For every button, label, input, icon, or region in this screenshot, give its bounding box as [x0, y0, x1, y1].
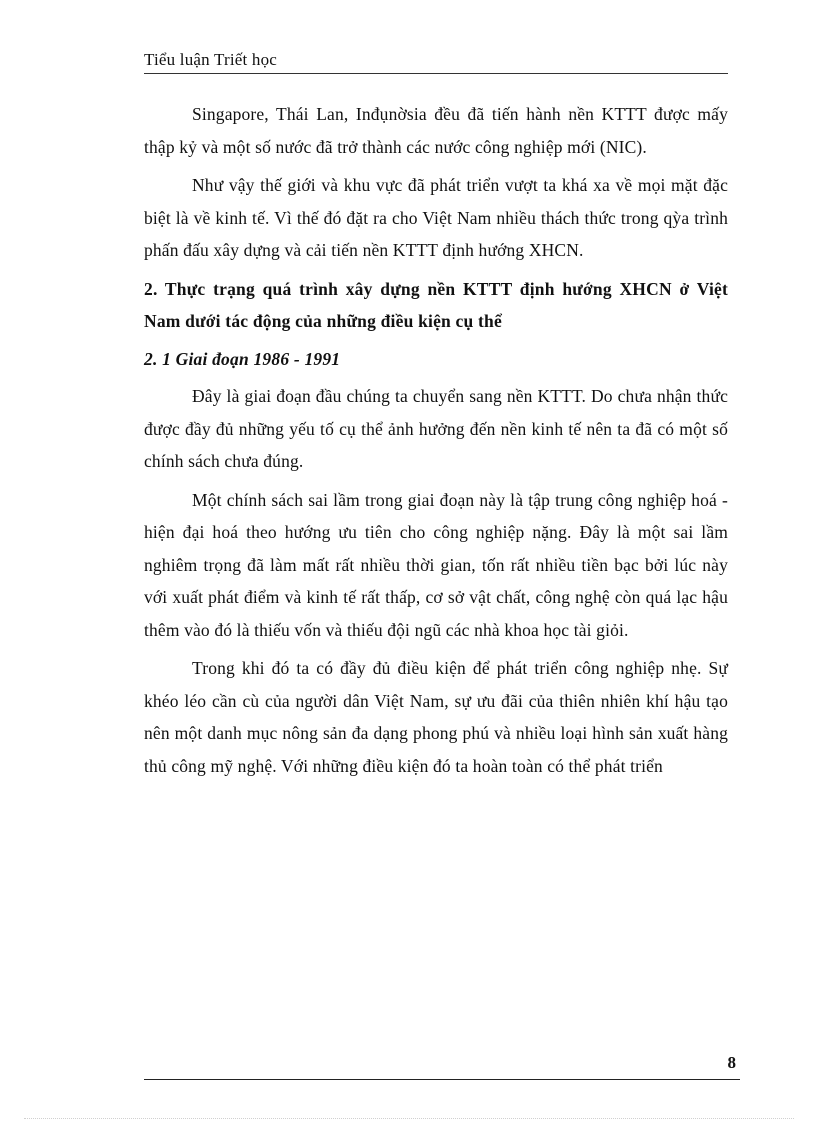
- paragraph-first-stage: Đây là giai đoạn đầu chúng ta chuyển sang nền KTTT. Do chưa nhận thức được đầy đủ những yếu tố cụ thể ảnh hưởng đến nền kinh tế nên ta đã có một số chính sách chưa đúng.: [144, 386, 728, 471]
- paragraph-singapore-thailand: Singapore, Thái Lan, Inđụnờsia đều đã tiến hành nền KTTT được mấy thập kỷ và một số nước đã trở thành các nước công nghiệp mới (NIC).: [144, 104, 728, 157]
- page-body: [144, 98, 728, 788]
- running-header: Tiểu luận Triết học: [144, 50, 728, 74]
- footer-divider: [144, 1079, 740, 1080]
- paragraph-policy-mistake: Một chính sách sai lầm trong giai đoạn này là tập trung công nghiệp hoá - hiện đại hoá theo hướng ưu tiên cho công nghiệp nặng. Đây là một sai lầm nghiêm trọng đã làm mất rất nhiều thời gian, tốn rất nhiều tiền bạc bởi lúc này với xuất phát điểm và kinh tế rất thấp, cơ sở vật chất, công nghệ còn quá lạc hậu thêm vào đó là thiếu vốn và thiếu đội ngũ các nhà khoa học tài giỏi.: [144, 489, 728, 640]
- paragraph-world-development: Như vậy thế giới và khu vực đã phát triển vượt ta khá xa về mọi mặt đặc biệt là về kinh tế. Vì thế đó đặt ra cho Việt Nam nhiều thách thức trong qỳa trình phấn đấu xây dựng và cải tiến nền KTTT định hướng XHCN.: [144, 175, 728, 260]
- page-bottom-dotted-divider: [24, 1118, 794, 1119]
- page-number: 8: [727, 1053, 736, 1072]
- section-heading: 2. Thực trạng quá trình xây dựng nền KTTT định hướng XHCN ở Việt Nam dưới tác động của những điều kiện cụ thể: [144, 278, 728, 331]
- subsection-heading: 2. 1 Giai đoạn 1986 - 1991: [144, 348, 341, 369]
- paragraph-light-industry: Trong khi đó ta có đầy đủ điều kiện để phát triển công nghiệp nhẹ. Sự khéo léo cần cù của người dân Việt Nam, sự ưu đãi của thiên nhiên khí hậu tạo nên một danh mục nông sản đa dạng phong phú và nhiều loại hình sản xuất hàng thủ công mỹ nghệ. Với những điều kiện đó ta hoàn toàn có thể phát triển: [144, 658, 728, 776]
